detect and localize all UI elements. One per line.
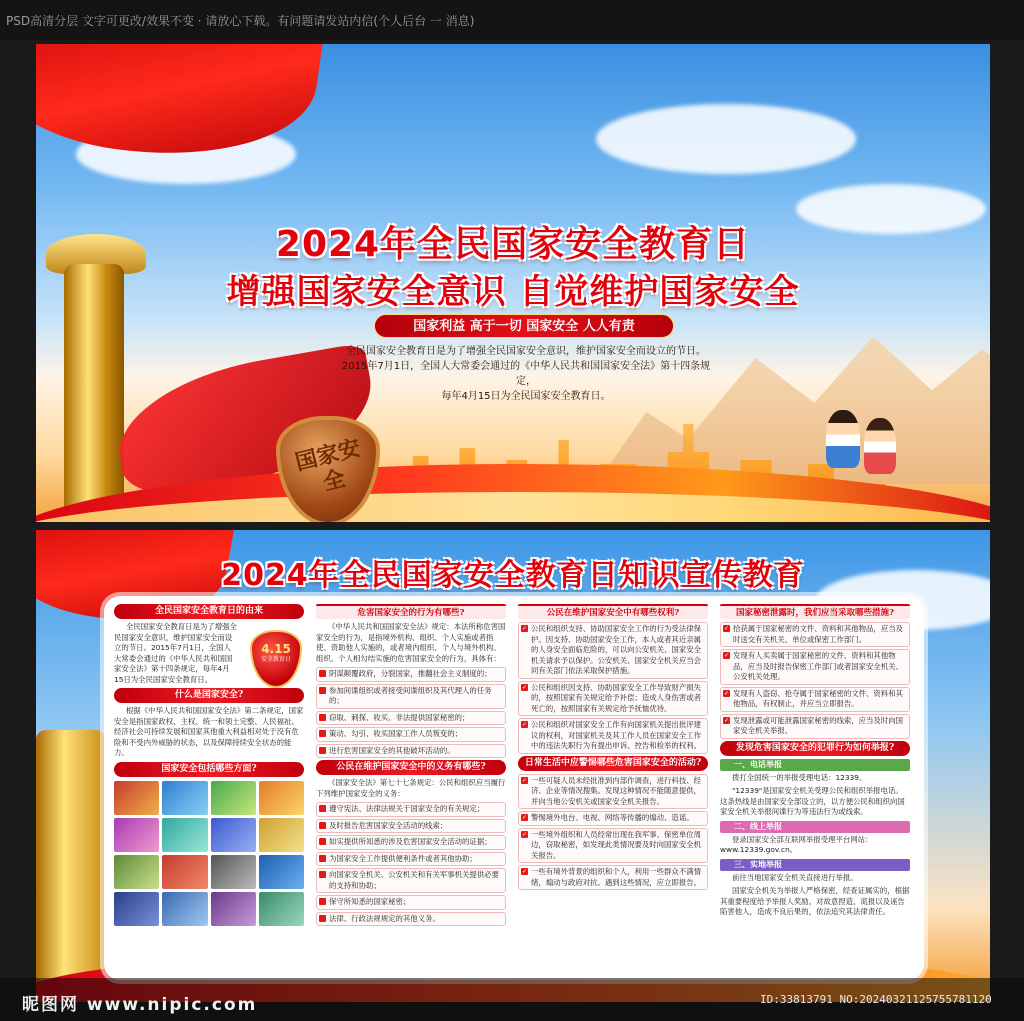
column-rights: [518, 604, 708, 892]
image-id-text: ID:33813791 NO:20240321125755781120: [760, 993, 992, 1006]
bullet-icon: [319, 822, 326, 829]
list-item-text: 公民和组织因支持、协助国家安全工作导致财产损失的，按照国家有关规定给予补偿；造成人身伤害或者死亡的，按照国家有关规定给予抚恤优待。: [531, 682, 701, 713]
list-item-text: 保守所知悉的国家秘密；: [329, 897, 411, 906]
check-icon: ✓: [521, 776, 528, 784]
list-item-text: 一些境外组织和人员经常出现在我军事、保密单位周边，窃取秘密，如发现此类情况要及时向国家安全机关报告。: [531, 829, 701, 860]
list-item-text: 发现泄露或可能泄露国家秘密的线索，应当及时向国家安全机关举报。: [733, 715, 903, 735]
list-item: [316, 895, 506, 910]
list-item: [316, 727, 506, 742]
aspect-tile-cultural: [114, 818, 159, 852]
list-item-text: 一些有境外背景的组织和个人，利用一些群众不满情绪，煽动与政府对抗。遇到这些情况，应立即报告。: [531, 867, 701, 887]
aspect-tile-deep-sea: [162, 892, 207, 926]
list-item: [518, 622, 708, 679]
check-icon: ✓: [521, 683, 528, 691]
section-header-origin: 全民国家安全教育日的由来: [114, 604, 304, 619]
harmful-acts-paragraph: 《中华人民共和国国家安全法》规定：本法所称危害国家安全的行为，是指境外机构、组织、个人实施或者指使、资助他人实施的，或者境内组织、个人与境外机构、组织、个人相勾结实施的危害国家安全的行为，具体有：: [316, 622, 506, 663]
list-item-text: 为国家安全工作提供便利条件或者其他协助；: [329, 853, 477, 863]
check-icon: ✓: [521, 625, 528, 632]
board-title: 2024年全民国家安全教育日知识宣传教育: [221, 558, 805, 593]
section-header-aspects: 国家安全包括哪些方面?: [114, 762, 304, 777]
bullet-icon: [319, 730, 326, 737]
aspect-tile-military: [211, 781, 256, 815]
bullet-icon: [319, 898, 326, 905]
section-header-how-to-report: 发现危害国家安全的犯罪行为如何举报?: [720, 741, 910, 756]
list-item-text: 策动、勾引、收买国家工作人员叛变的；: [329, 729, 463, 738]
check-icon: ✓: [723, 625, 730, 632]
list-item-text: 一些可疑人员未经批准到内部作调查，进行科技、经济、企业等情况搜集。发现这种情况不能随意提供，并向当地公安机关或国家安全机关报告。: [531, 775, 701, 806]
aspect-tile-homeland: [162, 781, 207, 815]
bullet-icon: [319, 805, 326, 812]
list-item-text: 阴谋颠覆政府，分裂国家，推翻社会主义制度的；: [329, 669, 492, 678]
nipic-logo: 昵图网 www.nipic.com: [22, 995, 258, 1015]
check-icon: ✓: [723, 716, 730, 724]
check-icon: ✓: [521, 868, 528, 875]
closing-paragraph: 国家安全机关为举报人严格保密，经查证属实的，根据其重要程度给予举报人奖励。对故意捏造、谎报以及诬告陷害他人，造成不良后果的，依法追究其法律责任。: [720, 886, 910, 916]
badge-415-icon: [250, 630, 302, 688]
bullet-icon: [319, 855, 326, 862]
security-aspects-grid: [114, 781, 304, 926]
check-icon: ✓: [723, 652, 730, 659]
check-icon: ✓: [723, 689, 730, 697]
list-item: [316, 852, 506, 867]
intro-line: 每年4月15日为全民国家安全教育日。: [441, 391, 611, 402]
slogan-banner: 国家利益 高于一切 国家安全 人人有责: [374, 314, 674, 338]
section-header-obligations: 公民在维护国家安全中的义务有哪些?: [316, 760, 506, 775]
section-header-what-is: 什么是国家安全?: [114, 688, 304, 703]
huabiao-column: [36, 730, 106, 990]
list-item: [316, 711, 506, 726]
download-notice-text: PSD高清分层 文字可更改/效果不变 · 请放心下载。有问题请发站内信(个人后台 一 消息): [6, 14, 475, 28]
list-item-text: 如实提供所知悉的涉及危害国家安全活动的证据；: [329, 837, 492, 846]
list-item: [518, 828, 708, 864]
list-item-text: 遵守宪法、法律法规关于国家安全的有关规定；: [329, 804, 485, 813]
list-item-text: 公民和组织对国家安全工作有向国家机关提出批评建议的权利，对国家机关及其工作人员在国家安全工作中的违法失职行为有提出申诉、控告和检举的权利。: [531, 720, 701, 750]
bullet-icon: [319, 838, 326, 845]
section-header-rights: 公民在维护国家安全中有哪些权利?: [518, 604, 708, 619]
online-report-label: 二、线上举报: [720, 821, 910, 833]
download-notice-bar: [0, 0, 1024, 40]
what-is-paragraph: 根据《中华人民共和国国家安全法》第二条规定，国家安全是指国家政权、主权、统一和领土完整、人民福祉、经济社会可持续发展和国家其他重大利益相对处于没有危险和不受内外威胁的状态，以及保障持续安全状态的能力。: [114, 706, 304, 757]
aspect-tile-space: [114, 892, 159, 926]
list-item: [518, 774, 708, 810]
list-item: [518, 718, 708, 754]
list-item: [518, 865, 708, 890]
list-item: [518, 811, 708, 826]
list-item-text: 发现有人买卖属于国家秘密的文件、资料和其他物品，应当及时报告保密工作部门或者国家安全机关、公安机关处理。: [733, 651, 903, 681]
list-item: [720, 687, 910, 712]
bullet-icon: [319, 915, 326, 922]
list-item-text: 窃取、刺探、收买、非法提供国家秘密的；: [329, 712, 470, 722]
aspect-tile-network: [259, 818, 304, 852]
aspect-tile-technology: [211, 818, 256, 852]
list-item-text: 参加间谍组织或者接受间谍组织及其代理人的任务的；: [329, 685, 492, 705]
aspect-tile-ecological: [114, 855, 159, 889]
check-icon: ✓: [521, 830, 528, 838]
list-item-text: 及时报告危害国家安全活动的线索；: [329, 820, 448, 830]
check-icon: ✓: [521, 721, 528, 728]
phone-report-text: 拨打全国统一的举报受理电话：12339。: [732, 772, 867, 782]
obligations-paragraph: 《国家安全法》第七十七条规定：公民和组织应当履行下列维护国家安全的义务：: [316, 778, 506, 798]
main-title-line2: 增强国家安全意识 自觉维护国家安全: [226, 272, 800, 312]
online-report-text: 登录国家安全部互联网举报受理平台网站：www.12339.gov.cn。: [720, 834, 873, 854]
column-harmful-acts: [316, 604, 506, 928]
girl-cartoon: [864, 418, 896, 474]
origin-paragraph: 全民国家安全教育日是为了增强全民国家安全意识，维护国家安全而设立的节日。2015年7月1日，全国人大常委会通过的《中华人民共和国国家安全法》第十四条规定，每年4月15日为全民国家安全教育日。: [114, 622, 237, 684]
list-item: [518, 681, 708, 717]
poster-banner-top: [36, 44, 990, 522]
list-item: [316, 744, 506, 759]
section-header-harmful-acts: 危害国家安全的行为有哪些?: [316, 604, 506, 619]
list-item-text: 发现有人盗窃、抢夺属于国家秘密的文件、资料和其他物品，有权制止，并应当立即报告。: [733, 688, 903, 708]
list-item: [720, 622, 910, 647]
aspect-tile-polar: [211, 892, 256, 926]
list-item-text: 公民和组织支持、协助国家安全工作的行为受法律保护。因支持、协助国家安全工作，本人或者其近亲属的人身安全面临危险的，可以向公安机关、国家安全机关请求予以保护。公安机关、国家安全机关应当会同有关部门依法采取保护措施。: [531, 624, 701, 675]
section-header-secret-leak: 国家秘密泄露时，我们应当采取哪些措施?: [720, 604, 910, 619]
badge-number: 4.15: [261, 642, 291, 656]
section-header-daily-vigilance: 日常生活中应警惕哪些危害国家安全的活动?: [518, 756, 708, 771]
intro-line: 2015年7月1日，全国人大常委会通过的《中华人民共和国国家安全法》第十四条规定，: [341, 361, 711, 387]
list-item: [316, 802, 506, 817]
main-title-line1: 2024年全民国家安全教育日: [275, 224, 751, 265]
bullet-icon: [319, 687, 326, 694]
aspect-tile-nuclear: [211, 855, 256, 889]
column-origin: [114, 604, 304, 926]
list-item-text: 警惕境外电台、电视、网络等传播的煽动、造谣。: [531, 813, 694, 822]
intro-line: 全民国家安全教育日是为了增强全民国家安全意识，维护国家安全而设立的节日。: [346, 346, 706, 357]
aspect-tile-overseas: [259, 855, 304, 889]
list-item: [316, 912, 506, 927]
phone-report-label: 一、电话举报: [720, 759, 910, 771]
list-item-text: 拾获属于国家秘密的文件、资料和其他物品，应当及时送交有关机关、单位或保密工作部门。: [733, 624, 903, 644]
column-secret-leak: [720, 604, 910, 921]
bullet-icon: [319, 714, 326, 721]
bullet-icon: [319, 747, 326, 754]
poster-knowledge-board: [36, 530, 990, 1002]
aspect-tile-economic: [259, 781, 304, 815]
list-item-text: 向国家安全机关、公安机关和有关军事机关提供必要的支持和协助；: [329, 870, 499, 890]
watermark-bar: [0, 978, 1024, 1021]
boy-cartoon: [826, 410, 860, 468]
badge-label: 安全教育日: [260, 655, 291, 663]
content-board: [104, 596, 924, 980]
aspect-tile-biological: [259, 892, 304, 926]
list-item: [316, 684, 506, 709]
list-item-text: 法律、行政法规规定的其他义务。: [329, 913, 440, 923]
bullet-icon: [319, 871, 326, 878]
list-item: [316, 819, 506, 834]
onsite-report-text: 前往当地国家安全机关直接进行举报。: [732, 872, 858, 882]
list-item-text: 进行危害国家安全的其他破坏活动的。: [329, 745, 455, 755]
list-item: [316, 667, 506, 682]
aspect-tile-resource: [162, 855, 207, 889]
cloud: [596, 104, 856, 174]
onsite-report-label: 三、实地举报: [720, 859, 910, 871]
list-item: [720, 649, 910, 685]
shield-text: 国家安全: [292, 434, 364, 496]
aspect-tile-social: [162, 818, 207, 852]
aspect-tile-political: [114, 781, 159, 815]
list-item: [720, 714, 910, 739]
check-icon: ✓: [521, 814, 528, 821]
list-item: [316, 835, 506, 850]
bullet-icon: [319, 670, 326, 677]
intro-text: [336, 344, 716, 404]
phone-report-note: "12339"是国家安全机关受理公民和组织举报电话。这条热线是由国家安全部设立的，以方便公民和组织向国家安全机关举报间谍行为等违法行为或线索。: [720, 786, 905, 816]
list-item: [316, 868, 506, 893]
